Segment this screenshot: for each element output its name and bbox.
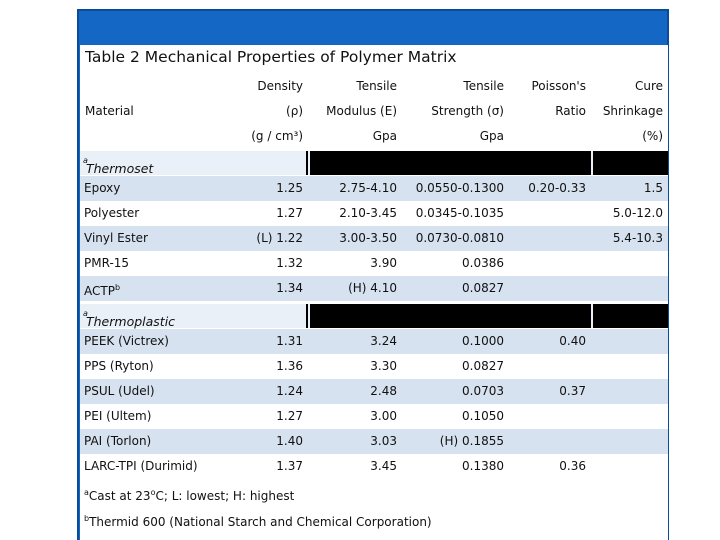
cell-poisson: 0.20-0.33 (528, 181, 586, 195)
header-material: Material (85, 104, 134, 118)
header-shrink-1: Cure (634, 79, 663, 93)
header-density-1: Density (257, 79, 303, 93)
header-density-3: (g / cm³) (251, 129, 303, 143)
section-label-thermoplastic (80, 304, 306, 328)
cell-strength: 0.1380 (462, 459, 504, 473)
cell-strength: 0.0550-0.1300 (415, 181, 504, 195)
header-density-2: (ρ) (286, 104, 303, 118)
cell-modulus: 3.90 (370, 256, 397, 270)
cell-material: PEEK (Victrex) (84, 334, 169, 348)
cell-strength: 0.0386 (462, 256, 504, 270)
cell-poisson: 0.37 (559, 384, 586, 398)
cell-strength: 0.0345-0.1035 (415, 206, 504, 220)
cell-strength: 0.0827 (462, 359, 504, 373)
section-thermoplastic-sup: a (83, 309, 88, 318)
cell-material: Polyester (84, 206, 140, 220)
cell-strength: (H) 0.1855 (439, 434, 504, 448)
table-title: Table 2 Mechanical Properties of Polymer Matrix (85, 48, 457, 66)
cell-shrink: 5.0-12.0 (612, 206, 663, 220)
cell-density: 1.34 (276, 281, 303, 295)
header-shrink-3: (%) (642, 129, 663, 143)
cell-material: PMR-15 (84, 256, 130, 270)
section-label-thermoset (80, 151, 306, 175)
cell-strength: 0.1050 (462, 409, 504, 423)
footnote-b: $^b$Thermid 600 (National Starch and Chemical Corporation) (84, 514, 432, 529)
cell-modulus: 3.30 (370, 359, 397, 373)
cell-density: (L) 1.22 (256, 231, 303, 245)
header-strength-1: Tensile (463, 79, 504, 93)
cell-modulus: 3.03 (370, 434, 397, 448)
section-thermoplastic-text: Thermoplastic (86, 314, 176, 329)
cell-density: 1.27 (276, 409, 303, 423)
cell-modulus: (H) 4.10 (348, 281, 397, 295)
footnote-a: $^a$Cast at 23$^o$C; L: lowest; H: highest (84, 488, 295, 503)
cell-density: 1.40 (276, 434, 303, 448)
cell-density: 1.36 (276, 359, 303, 373)
cell-density: 1.25 (276, 181, 303, 195)
cell-modulus: 2.75-4.10 (339, 181, 397, 195)
cell-density: 1.32 (276, 256, 303, 270)
header-shrink-2: Shrinkage (602, 104, 663, 118)
cell-modulus: 3.00 (370, 409, 397, 423)
cell-density: 1.27 (276, 206, 303, 220)
cell-modulus: 2.48 (370, 384, 397, 398)
cell-modulus: 2.10-3.45 (339, 206, 397, 220)
cell-material: PPS (Ryton) (84, 359, 154, 373)
cell-density: 1.24 (276, 384, 303, 398)
cell-strength: 0.0703 (462, 384, 504, 398)
cell-modulus: 3.45 (370, 459, 397, 473)
cell-material-text: ACTP (84, 284, 115, 298)
cell-poisson: 0.40 (559, 334, 586, 348)
cell-material: PSUL (Udel) (84, 384, 155, 398)
cell-material: PEI (Ultem) (84, 409, 152, 423)
header-modulus-2: Modulus (E) (326, 104, 397, 118)
header-modulus-1: Tensile (356, 79, 397, 93)
cell-poisson: 0.36 (559, 459, 586, 473)
cell-strength: 0.1000 (462, 334, 504, 348)
cell-shrink: 5.4-10.3 (612, 231, 663, 245)
header-strength-2: Strength (σ) (431, 104, 504, 118)
cell-material: Vinyl Ester (84, 231, 148, 245)
header-poisson-1: Poisson's (531, 79, 586, 93)
header-poisson-2: Ratio (555, 104, 586, 118)
section-band-thermoset (80, 151, 668, 175)
section-thermoset-text: Thermoset (86, 161, 154, 176)
cell-density: 1.37 (276, 459, 303, 473)
cell-modulus: 3.24 (370, 334, 397, 348)
cell-modulus: 3.00-3.50 (339, 231, 397, 245)
cell-strength: 0.0827 (462, 281, 504, 295)
section-thermoset-sup: a (83, 156, 88, 165)
cell-strength: 0.0730-0.0810 (415, 231, 504, 245)
cell-shrink: 1.5 (643, 181, 663, 195)
cell-material: PAI (Torlon) (84, 434, 152, 448)
header-strength-3: Gpa (479, 129, 504, 143)
section-band-thermoplastic (80, 304, 668, 328)
cell-material: Epoxy (84, 181, 121, 195)
header-modulus-3: Gpa (372, 129, 397, 143)
cell-material: LARC-TPI (Durimid) (84, 459, 198, 473)
cell-material-sup: b (114, 283, 121, 292)
cell-density: 1.31 (276, 334, 303, 348)
